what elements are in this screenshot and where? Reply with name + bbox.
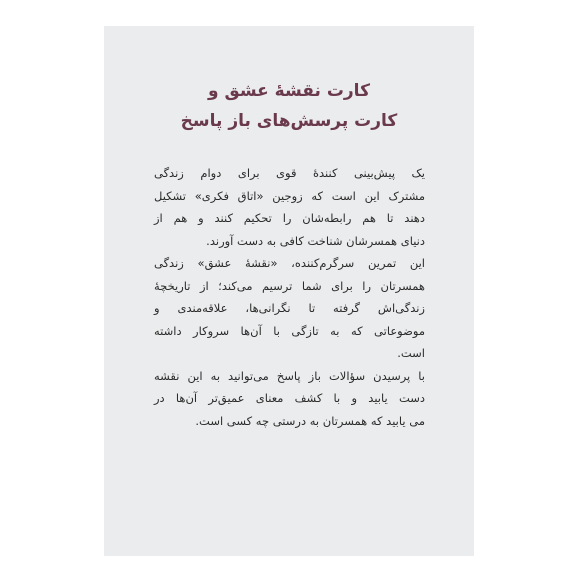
- paragraph: [154, 162, 425, 252]
- title-line: کارت نقشهٔ عشق و: [208, 81, 370, 101]
- paragraph: [154, 365, 425, 433]
- text-line: یک پیش‌بینی کنندهٔ قوی برای دوام زندگی: [154, 166, 425, 180]
- title-line: کارت پرسش‌های باز پاسخ: [180, 111, 398, 131]
- text-line: دهند تا هم رابطه‌شان را تحکیم کنند و هم از: [154, 211, 425, 225]
- text-line: دنیای همسرشان شناخت کافی به دست آورند.: [206, 233, 425, 248]
- blurb-text: [154, 162, 425, 432]
- text-line: همسرتان را برای شما ترسیم می‌کند؛ از تاریخچهٔ: [154, 278, 425, 293]
- text-line: می یابید که همسرتان به درستی چه کسی است.: [195, 413, 425, 428]
- text-line: با پرسیدن سؤالات باز پاسخ می‌توانید به این نقشه: [154, 368, 425, 383]
- paragraph: [154, 252, 425, 365]
- text-line: این تمرین سرگرم‌کننده، «نقشهٔ عشق» زندگی: [154, 256, 425, 270]
- text-line: مشترک این است که زوجین «اتاق فکری» تشکیل: [154, 188, 425, 203]
- text-line: زندگی‌اش گرفته تا نگرانی‌ها، علاقه‌مندی و: [154, 301, 425, 315]
- back-cover: [104, 26, 474, 556]
- text-line: است.: [397, 346, 425, 360]
- text-line: دست یابید و با کشف معنای عمیق‌تر آن‌ها در: [154, 391, 425, 405]
- cover-title: [104, 76, 474, 136]
- text-line: موضوعاتی که به تازگی با آن‌ها سروکار داشته: [154, 323, 425, 338]
